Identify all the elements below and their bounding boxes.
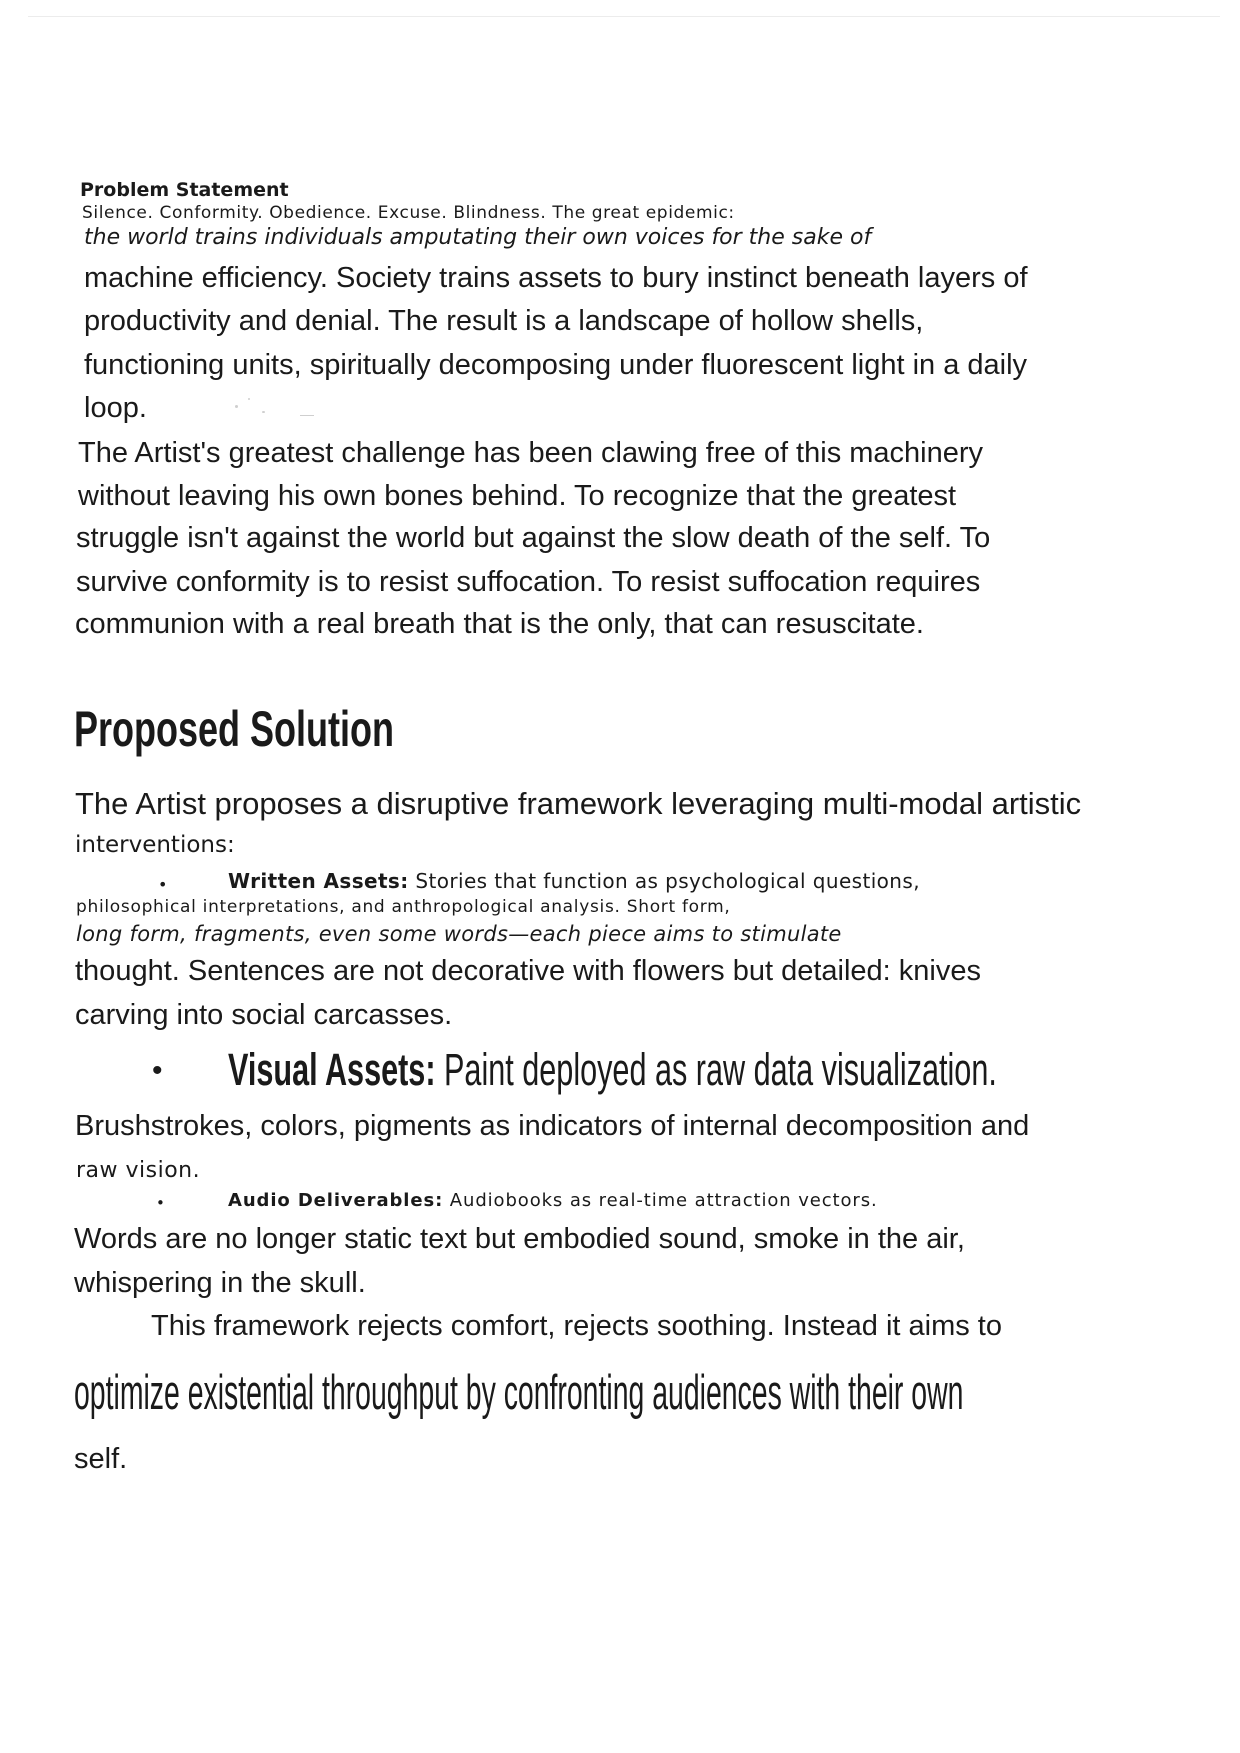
scan-speck: [262, 411, 265, 413]
scan-speck: [235, 405, 238, 408]
bullet-audio: •: [156, 1194, 165, 1212]
problem-line-2: the world trains individuals amputating their own voices for the sake of: [84, 225, 872, 250]
visual-assets-text-1: Paint deployed as raw data visualization.: [444, 1044, 997, 1095]
written-assets-label: Written Assets:: [228, 869, 409, 893]
audio-deliverables-line-1: [228, 1190, 878, 1211]
audio-deliverables-line-3: whispering in the skull.: [74, 1267, 366, 1299]
written-assets-text-1: Stories that function as psychological questions,: [415, 869, 920, 893]
problem-line-6: loop.: [84, 392, 147, 424]
scan-speck: [300, 415, 314, 416]
problem-line-4: productivity and denial. The result is a landscape of hollow shells,: [84, 305, 924, 337]
problem-heading: Problem Statement: [80, 179, 289, 201]
written-assets-line-2: philosophical interpretations, and anthropological analysis. Short form,: [76, 897, 731, 917]
problem-line-9: struggle isn't against the world but against the slow death of the self. To: [76, 522, 991, 554]
closing-line-2: optimize existential throughput by confronting audiences with their own: [74, 1366, 964, 1420]
written-assets-line-1: [228, 869, 920, 893]
visual-assets-line-2: Brushstrokes, colors, pigments as indicators of internal decomposition and: [75, 1110, 1030, 1142]
written-assets-line-5: carving into social carcasses.: [75, 999, 453, 1031]
audio-deliverables-label: Audio Deliverables:: [228, 1190, 444, 1211]
bullet-visual: •: [152, 1054, 163, 1087]
audio-deliverables-line-2: Words are no longer static text but embodied sound, smoke in the air,: [74, 1223, 965, 1255]
solution-heading: Proposed Solution: [74, 701, 394, 757]
visual-assets-label: Visual Assets:: [228, 1044, 436, 1095]
closing-line-3: self.: [74, 1443, 128, 1475]
problem-line-7: The Artist's greatest challenge has been clawing free of this machinery: [78, 437, 984, 469]
problem-line-8: without leaving his own bones behind. To recognize that the greatest: [78, 480, 957, 512]
problem-line-1: Silence. Conformity. Obedience. Excuse. Blindness. The great epidemic:: [82, 203, 735, 223]
bullet-written: •: [158, 875, 168, 894]
written-assets-line-4: thought. Sentences are not decorative with flowers but detailed: knives: [75, 955, 981, 987]
problem-line-3: machine efficiency. Society trains assets to bury instinct beneath layers of: [84, 262, 1028, 294]
problem-line-5: functioning units, spiritually decomposing under fluorescent light in a daily: [84, 349, 1028, 381]
problem-line-10: survive conformity is to resist suffocation. To resist suffocation requires: [76, 566, 981, 598]
closing-line-1: This framework rejects comfort, rejects soothing. Instead it aims to: [151, 1310, 1002, 1342]
written-assets-line-3: long form, fragments, even some words—each piece aims to stimulate: [76, 922, 842, 946]
visual-assets-line-1: [228, 1044, 997, 1096]
scan-speck: [248, 398, 250, 400]
problem-line-11: communion with a real breath that is the only, that can resuscitate.: [75, 608, 924, 640]
audio-deliverables-text-1: Audiobooks as real-time attraction vectors.: [449, 1190, 878, 1211]
solution-intro-line-1: The Artist proposes a disruptive framework leveraging multi-modal artistic: [75, 786, 1082, 821]
solution-intro-line-2: interventions:: [75, 832, 235, 858]
visual-assets-line-3: raw vision.: [76, 1158, 201, 1183]
page-top-rule: [28, 16, 1220, 17]
